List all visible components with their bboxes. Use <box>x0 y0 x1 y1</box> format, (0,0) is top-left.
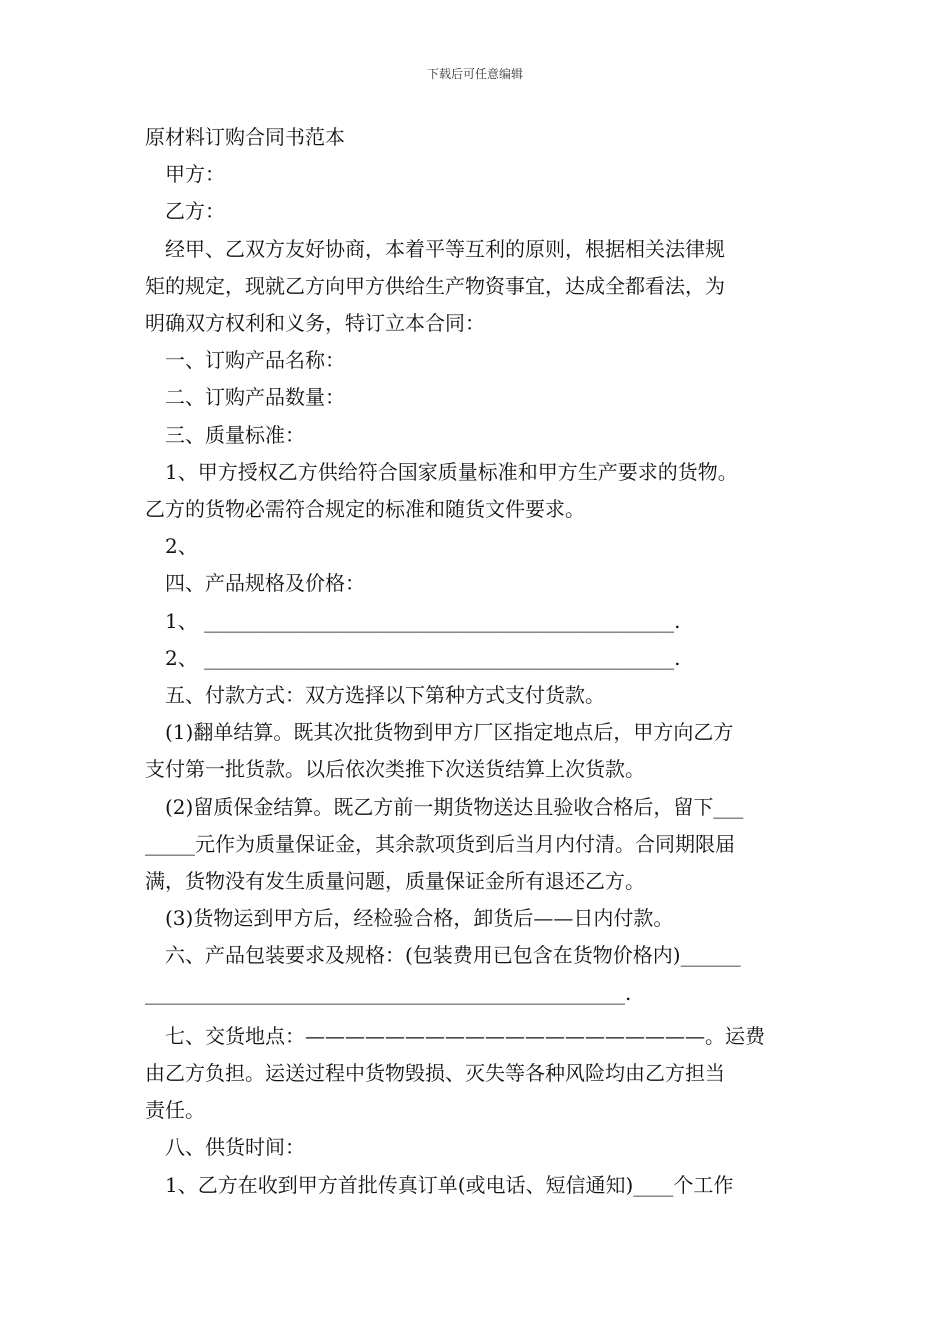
section-1-product-name: 一、订购产品名称： <box>165 348 345 373</box>
payment-option-1: (1)翻单结算。既其次批货物到甲方厂区指定地点后，甲方向乙方 <box>165 720 734 745</box>
spec-item-2: 2、 _______________________________________________. <box>165 645 681 670</box>
quality-item-2: 2、 <box>165 534 198 559</box>
supply-time-item-1: 1、乙方在收到甲方首批传真订单(或电话、短信通知)____个工作 <box>165 1172 734 1197</box>
section-8-supply-time: 八、供货时间： <box>165 1135 305 1160</box>
section-4-spec-price: 四、产品规格及价格： <box>165 571 365 596</box>
quality-item-1-cont: 乙方的货物必需符合规定的标准和随货文件要求。 <box>145 497 585 522</box>
payment-option-1-cont: 支付第一批货款。以后依次类推下次送货结算上次货款。 <box>145 757 645 782</box>
section-3-quality-standard: 三、质量标准： <box>165 422 305 447</box>
section-7-delivery-place: 七、交货地点：————————————————————。运费 <box>165 1023 765 1048</box>
section-2-product-quantity: 二、订购产品数量： <box>165 385 345 410</box>
spec-item-1: 1、 _______________________________________________. <box>165 608 681 633</box>
preamble-line-2: 矩的规定，现就乙方向甲方供给生产物资事宜，达成全都看法，为 <box>145 273 725 298</box>
party-b-line: 乙方： <box>165 199 225 224</box>
quality-item-1: 1、甲方授权乙方供给符合国家质量标准和甲方生产要求的货物。 <box>165 459 738 484</box>
preamble-line-3: 明确双方权利和义务，特订立本合同： <box>145 311 485 336</box>
payment-option-2-cont-1: _____元作为质量保证金，其余款项货到后当月内付清。合同期限届 <box>145 831 735 856</box>
delivery-place-cont-2: 责任。 <box>145 1098 205 1123</box>
preamble-line-1: 经甲、乙双方友好协商，本着平等互利的原则，根据相关法律规 <box>165 236 725 261</box>
page-header-note: 下载后可任意编辑 <box>426 67 523 81</box>
section-6-packaging: 六、产品包装要求及规格：(包装费用已包含在货物价格内)______ <box>165 943 741 968</box>
payment-option-2: (2)留质保金结算。既乙方前一期货物送达且验收合格后，留下___ <box>165 794 744 819</box>
document-title: 原材料订购合同书范本 <box>145 125 345 149</box>
section-5-payment: 五、付款方式：双方选择以下第种方式支付货款。 <box>165 683 605 708</box>
document-body <box>145 119 810 1204</box>
delivery-place-cont-1: 由乙方负担。运送过程中货物毁损、灭失等各种风险均由乙方担当 <box>145 1061 725 1086</box>
party-a-line: 甲方： <box>165 162 225 187</box>
payment-option-2-cont-2: 满，货物没有发生质量问题，质量保证金所有退还乙方。 <box>145 869 645 894</box>
payment-option-3: (3)货物运到甲方后，经检验合格，卸货后——日内付款。 <box>165 906 674 931</box>
packaging-blank-line: ________________________________________________. <box>145 980 632 1005</box>
